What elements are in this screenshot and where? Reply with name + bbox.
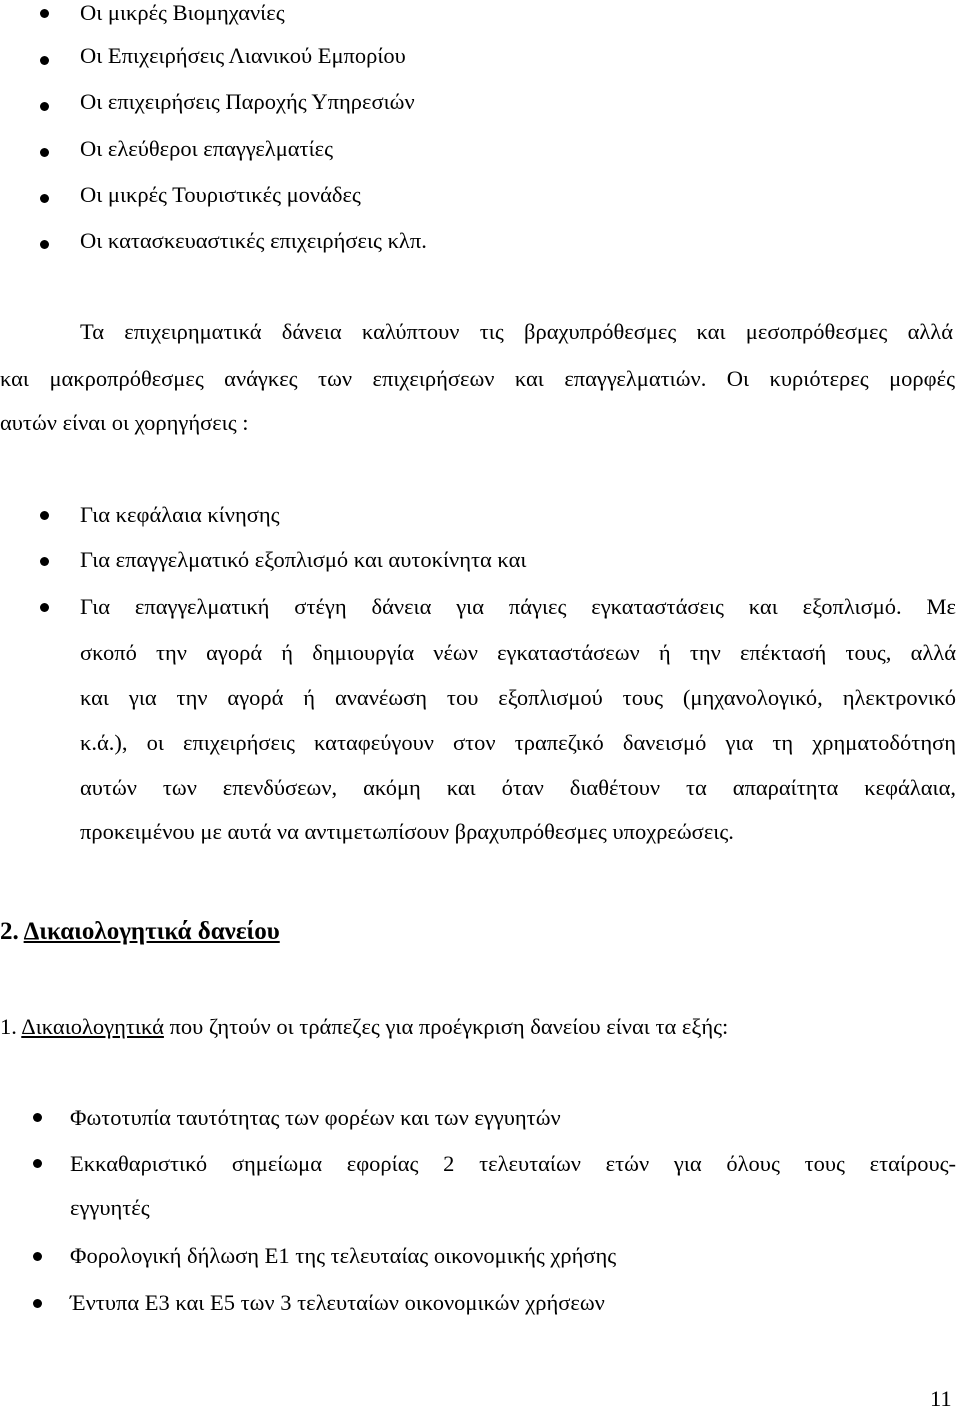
bullet-icon	[40, 148, 49, 157]
bullet-icon	[40, 511, 49, 520]
list-item-continuation: σκοπό την αγορά ή δημιουργία νέων εγκαταστάσεων ή την επέκτασή τους, αλλά	[80, 640, 956, 665]
list-item: Για επαγγελματική στέγη δάνεια για πάγιες εγκαταστάσεις και εξοπλισμό. Με	[80, 594, 956, 619]
bullet-icon	[33, 1159, 42, 1168]
bullet-icon	[33, 1299, 42, 1308]
paragraph-line: και μακροπρόθεσμες ανάγκες των επιχειρήσεων και επαγγελματιών. Οι κυριότερες μορφές	[0, 366, 955, 391]
paragraph-line: αυτών είναι οι χορηγήσεις :	[0, 410, 249, 435]
list-item-continuation: κ.ά.), οι επιχειρήσεις καταφεύγουν στον τραπεζικό δανεισμό για τη χρηματοδότηση	[80, 730, 956, 755]
bullet-icon	[33, 1252, 42, 1261]
bullet-icon	[40, 56, 49, 65]
subsection-number: 1.	[0, 1014, 17, 1039]
bullet-icon	[40, 102, 49, 111]
list-item: Οι επιχειρήσεις Παροχής Υπηρεσιών	[80, 89, 415, 114]
list-item: Για επαγγελματικό εξοπλισμό και αυτοκίνητα και	[80, 547, 527, 572]
list-item: Εκκαθαριστικό σημείωμα εφορίας 2 τελευταίων ετών για όλους τους εταίρους-	[70, 1151, 956, 1176]
list-item: Οι κατασκευαστικές επιχειρήσεις κλπ.	[80, 228, 427, 253]
section-title: Δικαιολογητικά δανείου	[23, 918, 280, 945]
bullet-icon	[40, 557, 49, 566]
section-heading	[0, 917, 280, 947]
subsection-keyword: Δικαιολογητικά	[21, 1014, 164, 1039]
list-item: Οι ελεύθεροι επαγγελματίες	[80, 136, 334, 161]
subsection-line	[0, 1012, 728, 1042]
page-number: 11	[930, 1386, 952, 1411]
bullet-icon	[40, 194, 49, 203]
list-item: Οι Επιχειρήσεις Λιανικού Εμπορίου	[80, 43, 406, 68]
bullet-icon	[33, 1113, 42, 1122]
list-item-continuation: εγγυητές	[70, 1195, 150, 1220]
subsection-text: που ζητούν οι τράπεζες για προέγκριση δανείου είναι τα εξής:	[163, 1014, 729, 1039]
bullet-icon	[40, 603, 49, 612]
paragraph-line: Τα επιχειρηματικά δάνεια καλύπτουν τις βραχυπρόθεσμες και μεσοπρόθεσμες αλλά	[80, 319, 953, 344]
list-item: Έντυπα Ε3 και Ε5 των 3 τελευταίων οικονομικών χρήσεων	[70, 1290, 605, 1315]
list-item: Φωτοτυπία ταυτότητας των φορέων και των εγγυητών	[70, 1105, 561, 1130]
list-item: Για κεφάλαια κίνησης	[80, 502, 280, 527]
list-item: Φορολογική δήλωση Ε1 της τελευταίας οικονομικής χρήσης	[70, 1243, 617, 1268]
bullet-icon	[40, 240, 49, 249]
section-number: 2.	[0, 918, 19, 945]
list-item-continuation: προκειμένου με αυτά να αντιμετωπίσουν βραχυπρόθεσμες υποχρεώσεις.	[80, 819, 734, 844]
list-item-continuation: και για την αγορά ή ανανέωση του εξοπλισμού τους (μηχανολογικό, ηλεκτρονικό	[80, 685, 956, 710]
list-item-continuation: αυτών των επενδύσεων, ακόμη και όταν διαθέτουν τα απαραίτητα κεφάλαια,	[80, 775, 956, 800]
list-item: Οι μικρές Τουριστικές μονάδες	[80, 182, 361, 207]
list-item: Οι μικρές Βιομηχανίες	[80, 0, 285, 25]
bullet-icon	[40, 9, 49, 18]
